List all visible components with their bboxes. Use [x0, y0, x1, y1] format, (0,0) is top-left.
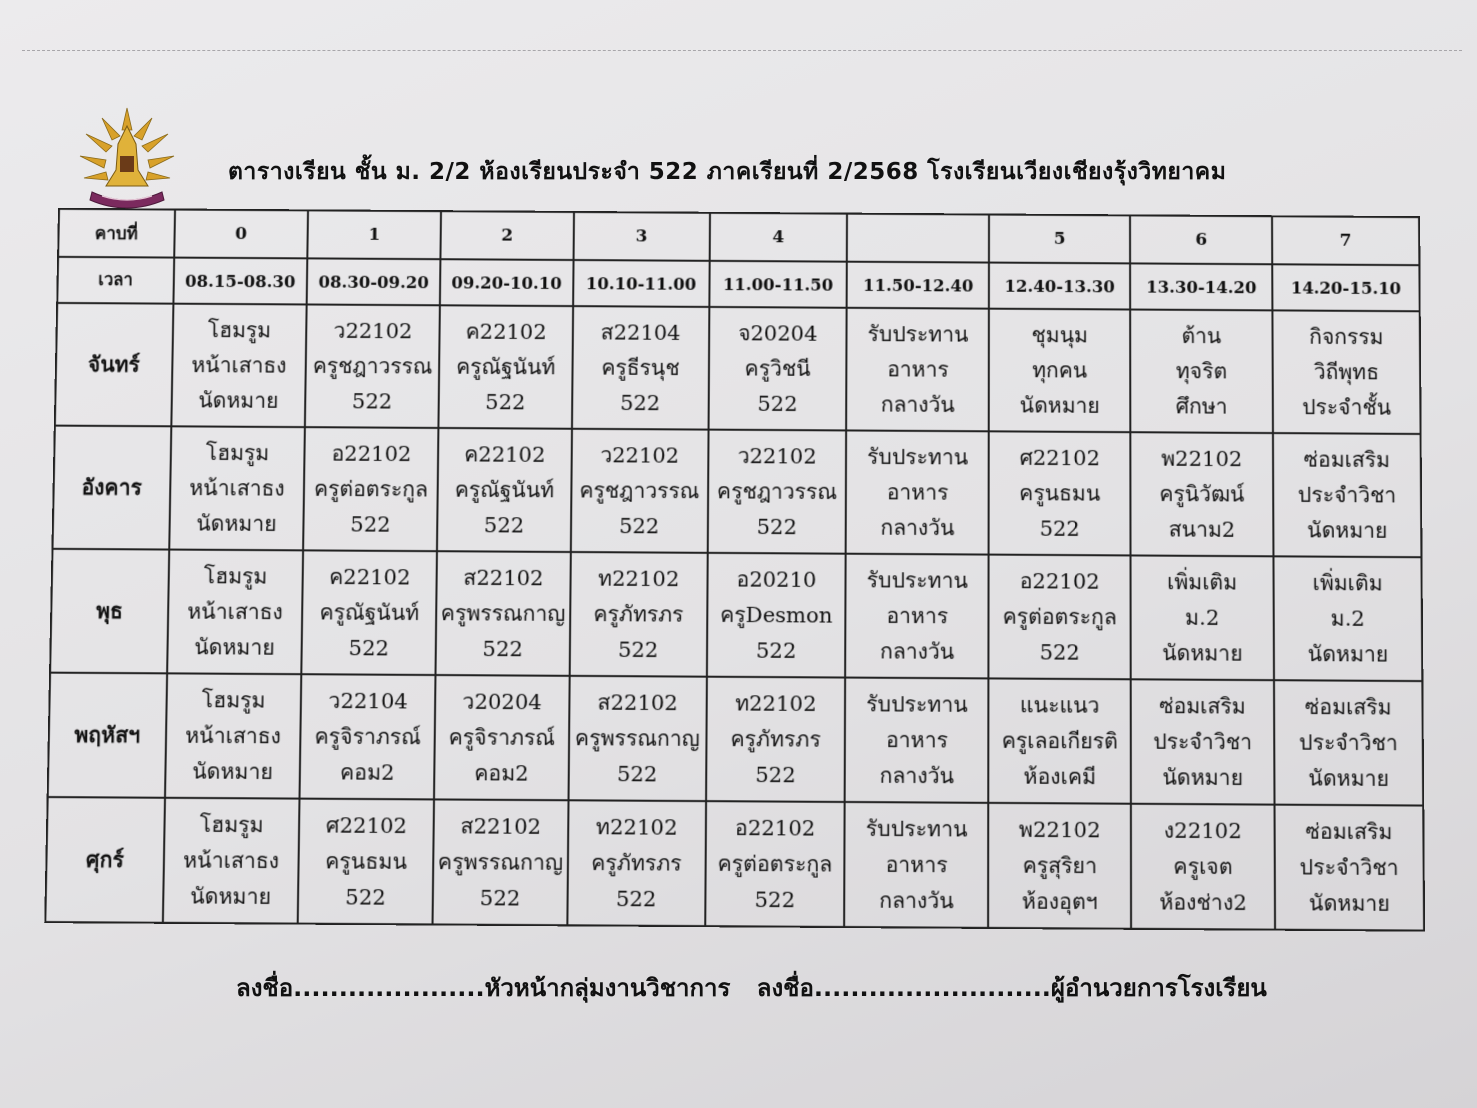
cell-line: ม.2	[1185, 604, 1220, 630]
cell-line: หน้าเสาธง	[185, 722, 282, 748]
cell-line: 522	[756, 514, 798, 539]
cell-line: แนะแนว	[1019, 692, 1100, 718]
cell-line: นัดหมาย	[198, 387, 279, 413]
time-range: 08.15-08.30	[173, 258, 308, 305]
cell-line: ประจำชั้น	[1302, 394, 1392, 420]
cell-line: ครูเลอเกียรติ	[1001, 727, 1118, 754]
cell-line: นัดหมาย	[189, 883, 272, 909]
schedule-cell	[1131, 555, 1274, 680]
period-number: 2	[440, 211, 573, 260]
day-name: ศุกร์	[45, 797, 164, 923]
cell-line: ห้องอุตฯ	[1021, 888, 1098, 914]
cell-line: รับประทาน	[867, 444, 969, 470]
day-name: อังคาร	[52, 426, 170, 550]
time-range: 09.20-10.10	[440, 259, 573, 306]
cell-line: อ20210	[736, 566, 817, 592]
cell-line: ซ่อมเสริม	[1304, 694, 1392, 720]
schedule-cell	[1131, 804, 1275, 930]
schedule-cell	[989, 678, 1131, 803]
cell-line: ครูนธมน	[1019, 480, 1101, 506]
cell-line: ประจำวิชา	[1153, 728, 1253, 754]
cell-line: นัดหมาย	[194, 634, 275, 660]
cell-line: 522	[617, 636, 659, 662]
cell-line: ครูชฎาวรรณ	[579, 477, 700, 503]
school-emblem-icon	[72, 100, 182, 212]
schedule-cell	[1131, 679, 1275, 804]
cell-line: ว22104	[328, 688, 409, 714]
cell-line: ส22102	[463, 565, 544, 590]
cell-line: กลางวัน	[879, 638, 955, 664]
cell-line: ว22102	[333, 318, 413, 343]
sign-director: ลงชื่อ..........................ผู้อำนวยการโรงเรียน	[756, 974, 1267, 1002]
cell-line: หน้าเสาธง	[182, 847, 280, 873]
cell-line: ศ22102	[325, 812, 408, 838]
schedule-cell	[169, 426, 305, 550]
cell-line: 522	[755, 637, 797, 663]
cell-line: ครูจิราภรณ์	[314, 723, 422, 749]
schedule-cell	[846, 430, 989, 554]
cell-line: รับประทาน	[866, 567, 968, 593]
dotted-divider	[22, 50, 1462, 51]
cell-line: ครูภัทรภร	[591, 850, 682, 876]
cell-line: ศึกษา	[1175, 393, 1228, 419]
schedule-cell	[989, 431, 1131, 555]
schedule-cell	[434, 675, 569, 800]
time-range: 12.40-13.30	[989, 263, 1130, 310]
cell-line: 522	[479, 885, 521, 911]
cell-line: นัดหมาย	[1308, 765, 1390, 791]
time-range: 13.30-14.20	[1130, 263, 1272, 310]
day-row	[50, 549, 1422, 681]
day-row	[52, 426, 1421, 558]
period-number: 0	[174, 210, 309, 259]
cell-line: โฮมรูม	[205, 440, 270, 465]
schedule-cell	[845, 678, 989, 803]
cell-line: ครูณัฐนันท์	[454, 476, 555, 502]
cell-line: ห้องเคมี	[1023, 763, 1097, 789]
schedule-cell	[706, 677, 846, 802]
cell-line: 522	[345, 884, 387, 910]
schedule-cell	[1130, 310, 1273, 434]
schedule-cell	[567, 800, 706, 926]
day-row	[45, 797, 1424, 931]
cell-line: ครูต่อตระกูล	[1002, 603, 1117, 629]
schedule-cell	[437, 428, 572, 552]
period-header-row	[58, 209, 1419, 265]
cell-line: 522	[482, 636, 524, 661]
cell-line: 522	[1039, 515, 1080, 541]
cell-line: อาหาร	[886, 603, 949, 628]
cell-line: นัดหมาย	[1307, 641, 1389, 667]
cell-line: ครูชฎาวรรณ	[312, 353, 433, 379]
cell-line: 522	[755, 762, 796, 787]
cell-line: ครูภัทรภร	[593, 601, 684, 627]
cell-line: ว22102	[600, 442, 680, 468]
cell-line: ศ22102	[1019, 445, 1101, 470]
cell-line: อาหาร	[886, 479, 949, 505]
cell-line: นัดหมาย	[1307, 517, 1388, 543]
cell-line: โฮมรูม	[201, 687, 266, 713]
period-number: 4	[709, 213, 847, 262]
cell-line: ครูนิวัฒน์	[1159, 481, 1245, 507]
timetable	[44, 208, 1425, 932]
cell-line: กลางวัน	[880, 391, 955, 417]
cell-line: กลางวัน	[879, 762, 955, 788]
schedule-cell	[988, 803, 1131, 929]
schedule-cell	[705, 801, 845, 927]
schedule-cell	[167, 550, 304, 675]
cell-line: นัดหมาย	[196, 510, 277, 536]
schedule-cell	[303, 427, 438, 551]
schedule-cell	[707, 430, 846, 554]
schedule-cell	[571, 429, 709, 553]
cell-line: ครูชฎาวรรณ	[716, 478, 838, 504]
cell-line: ค22102	[464, 441, 546, 467]
cell-line: ห้องช่าง2	[1159, 889, 1247, 915]
cell-line: โฮมรูม	[203, 563, 268, 589]
cell-line: 522	[618, 513, 660, 538]
schedule-cell	[298, 799, 434, 925]
cell-line: นัดหมาย	[1308, 890, 1390, 916]
cell-line: ชุมนุม	[1031, 322, 1088, 347]
cell-line: ทุจริต	[1175, 358, 1228, 383]
cell-line: 522	[351, 388, 393, 414]
cell-line: ประจำวิชา	[1299, 729, 1399, 755]
time-label: เวลา	[57, 257, 173, 304]
cell-line: วิถีพุทธ	[1313, 359, 1380, 384]
period-number: 6	[1130, 215, 1272, 264]
cell-line: ค22102	[465, 318, 547, 344]
cell-line: ครูเจต	[1173, 853, 1233, 879]
time-header-row	[57, 257, 1419, 311]
cell-line: หน้าเสาธง	[187, 598, 284, 624]
cell-line: โฮมรูม	[199, 811, 264, 837]
schedule-cell	[305, 304, 440, 427]
cell-line: อ22102	[331, 440, 412, 466]
cell-line: 522	[757, 391, 798, 416]
period-number	[847, 214, 989, 263]
cell-line: ส22104	[600, 319, 681, 345]
cell-line: ครูจิราภรณ์	[448, 724, 556, 750]
schedule-cell	[1274, 680, 1423, 805]
time-range: 14.20-15.10	[1272, 264, 1419, 311]
day-name: พุธ	[50, 549, 169, 674]
time-range: 11.50-12.40	[847, 262, 989, 309]
schedule-cell	[572, 306, 709, 429]
schedule-cell	[438, 305, 572, 428]
schedule-cell	[989, 309, 1130, 433]
day-row	[48, 673, 1424, 806]
schedule-cell	[706, 553, 846, 678]
signature-footer	[236, 968, 1336, 1007]
cell-line: โฮมรูม	[207, 317, 272, 342]
cell-line: ครูพรรณกาญ	[440, 600, 566, 626]
period-label: คาบที่	[58, 209, 174, 258]
cell-line: พ22102	[1161, 445, 1243, 471]
schedule-cell	[162, 798, 299, 924]
cell-line: นัดหมาย	[1019, 392, 1100, 418]
cell-line: อาหาร	[887, 356, 949, 382]
schedule-cell	[1130, 432, 1273, 556]
schedule-cell	[568, 676, 706, 801]
cell-line: กลางวัน	[879, 887, 954, 913]
cell-line: ครูสุริยา	[1022, 852, 1098, 878]
cell-line: นัดหมาย	[192, 758, 274, 784]
cell-line: 522	[1039, 639, 1080, 665]
cell-line: ครูDesmon	[720, 602, 833, 628]
cell-line: รับประทาน	[865, 815, 968, 842]
schedule-cell	[300, 674, 436, 799]
cell-line: อาหาร	[885, 727, 948, 753]
cell-line: ค22102	[328, 564, 411, 590]
cell-line: ครูต่อตระกูล	[717, 850, 833, 877]
period-number: 3	[573, 212, 709, 261]
cell-line: ครูนธมน	[325, 848, 408, 874]
sign-academic-head: ลงชื่อ.....................หัวหน้ากลุ่มงานวิชาการ	[236, 974, 731, 1002]
cell-line: เพิ่มเติม	[1312, 570, 1383, 596]
day-name: พฤหัสฯ	[48, 673, 167, 798]
cell-line: 522	[350, 511, 391, 537]
cell-line: ประจำวิชา	[1299, 854, 1399, 880]
cell-line: ท22102	[598, 565, 680, 591]
schedule-cell	[1272, 310, 1420, 434]
period-number: 1	[308, 210, 441, 259]
schedule-cell	[569, 552, 707, 677]
cell-line: จ20204	[738, 320, 818, 346]
cell-line: สนาม2	[1168, 516, 1236, 542]
cell-line: รับประทาน	[867, 321, 969, 347]
cell-line: 522	[485, 389, 526, 414]
cell-line: ประจำวิชา	[1297, 482, 1397, 507]
schedule-cell	[989, 555, 1131, 680]
cell-line: คอม2	[474, 760, 529, 786]
cell-line: หน้าเสาธง	[191, 352, 287, 378]
cell-line: ทุกคน	[1032, 357, 1088, 383]
cell-line: ซ่อมเสริม	[1303, 446, 1391, 472]
page-title: ตารางเรียน ชั้น ม. 2/2 ห้องเรียนประจำ 522 ภาคเรียนที่ 2/2568 โรงเรียนเวียงเชียงรุ้งวิทยาคม	[228, 159, 1227, 185]
cell-line: รับประทาน	[866, 691, 968, 717]
cell-line: ซ่อมเสริม	[1159, 693, 1246, 719]
cell-line: ครูธีรนุช	[601, 354, 680, 380]
day-row	[55, 303, 1421, 434]
cell-line: อ22102	[1019, 568, 1100, 594]
schedule-cell	[1273, 433, 1422, 557]
schedule-cell	[302, 550, 437, 675]
time-range: 10.10-11.00	[573, 260, 709, 307]
cell-line: ครูพรรณกาญ	[437, 849, 564, 875]
cell-line: หน้าเสาธง	[189, 475, 285, 501]
period-number: 7	[1272, 216, 1419, 265]
cell-line: ครูต่อตระกูล	[313, 476, 429, 502]
cell-line: คอม2	[339, 759, 395, 785]
cell-line: ครูณัฐนันท์	[455, 354, 556, 379]
cell-line: เพิ่มเติม	[1167, 569, 1238, 595]
cell-line: นัดหมาย	[1162, 764, 1244, 790]
cell-line: 522	[754, 886, 796, 912]
cell-line: ท22102	[735, 690, 817, 716]
cell-line: 522	[348, 635, 390, 660]
cell-line: ว20204	[462, 688, 543, 714]
cell-line: 522	[483, 512, 525, 538]
cell-line: 522	[615, 886, 657, 911]
cell-line: อาหาร	[885, 851, 948, 877]
period-number: 5	[989, 215, 1130, 264]
cell-line: ครูภัทรภร	[730, 726, 821, 752]
schedule-cell	[433, 799, 569, 925]
cell-line: ครูณัฐนันท์	[319, 599, 420, 625]
day-name: จันทร์	[55, 303, 173, 426]
schedule-cell	[845, 802, 989, 928]
cell-line: ว22102	[737, 443, 817, 469]
cell-line: ส22102	[597, 689, 679, 715]
cell-line: กลางวัน	[880, 514, 955, 540]
schedule-cell	[436, 551, 571, 676]
cell-line: 522	[619, 390, 661, 415]
cell-line: ครูวิชนี	[744, 355, 811, 381]
time-range: 11.00-11.50	[709, 261, 847, 308]
cell-line: นัดหมาย	[1162, 640, 1243, 666]
schedule-cell	[846, 554, 989, 679]
schedule-cell	[1273, 556, 1422, 681]
cell-line: ท22102	[595, 814, 678, 840]
cell-line: พ22102	[1018, 816, 1101, 842]
schedule-cell	[171, 304, 307, 427]
schedule-cell	[708, 307, 847, 431]
cell-line: กิจกรรม	[1308, 324, 1384, 349]
schedule-cell	[165, 673, 302, 798]
cell-line: ง22102	[1163, 817, 1242, 843]
cell-line: ครูพรรณกาญ	[574, 725, 700, 751]
cell-line: อ22102	[734, 815, 816, 841]
time-range: 08.30-09.20	[307, 258, 441, 305]
schedule-cell	[1275, 805, 1425, 931]
cell-line: ซ่อมเสริม	[1305, 818, 1393, 844]
schedule-cell	[847, 308, 990, 432]
cell-line: ต้าน	[1181, 323, 1222, 348]
cell-line: 522	[616, 761, 658, 786]
cell-line: ม.2	[1330, 605, 1365, 631]
cell-line: ส22102	[460, 813, 542, 839]
